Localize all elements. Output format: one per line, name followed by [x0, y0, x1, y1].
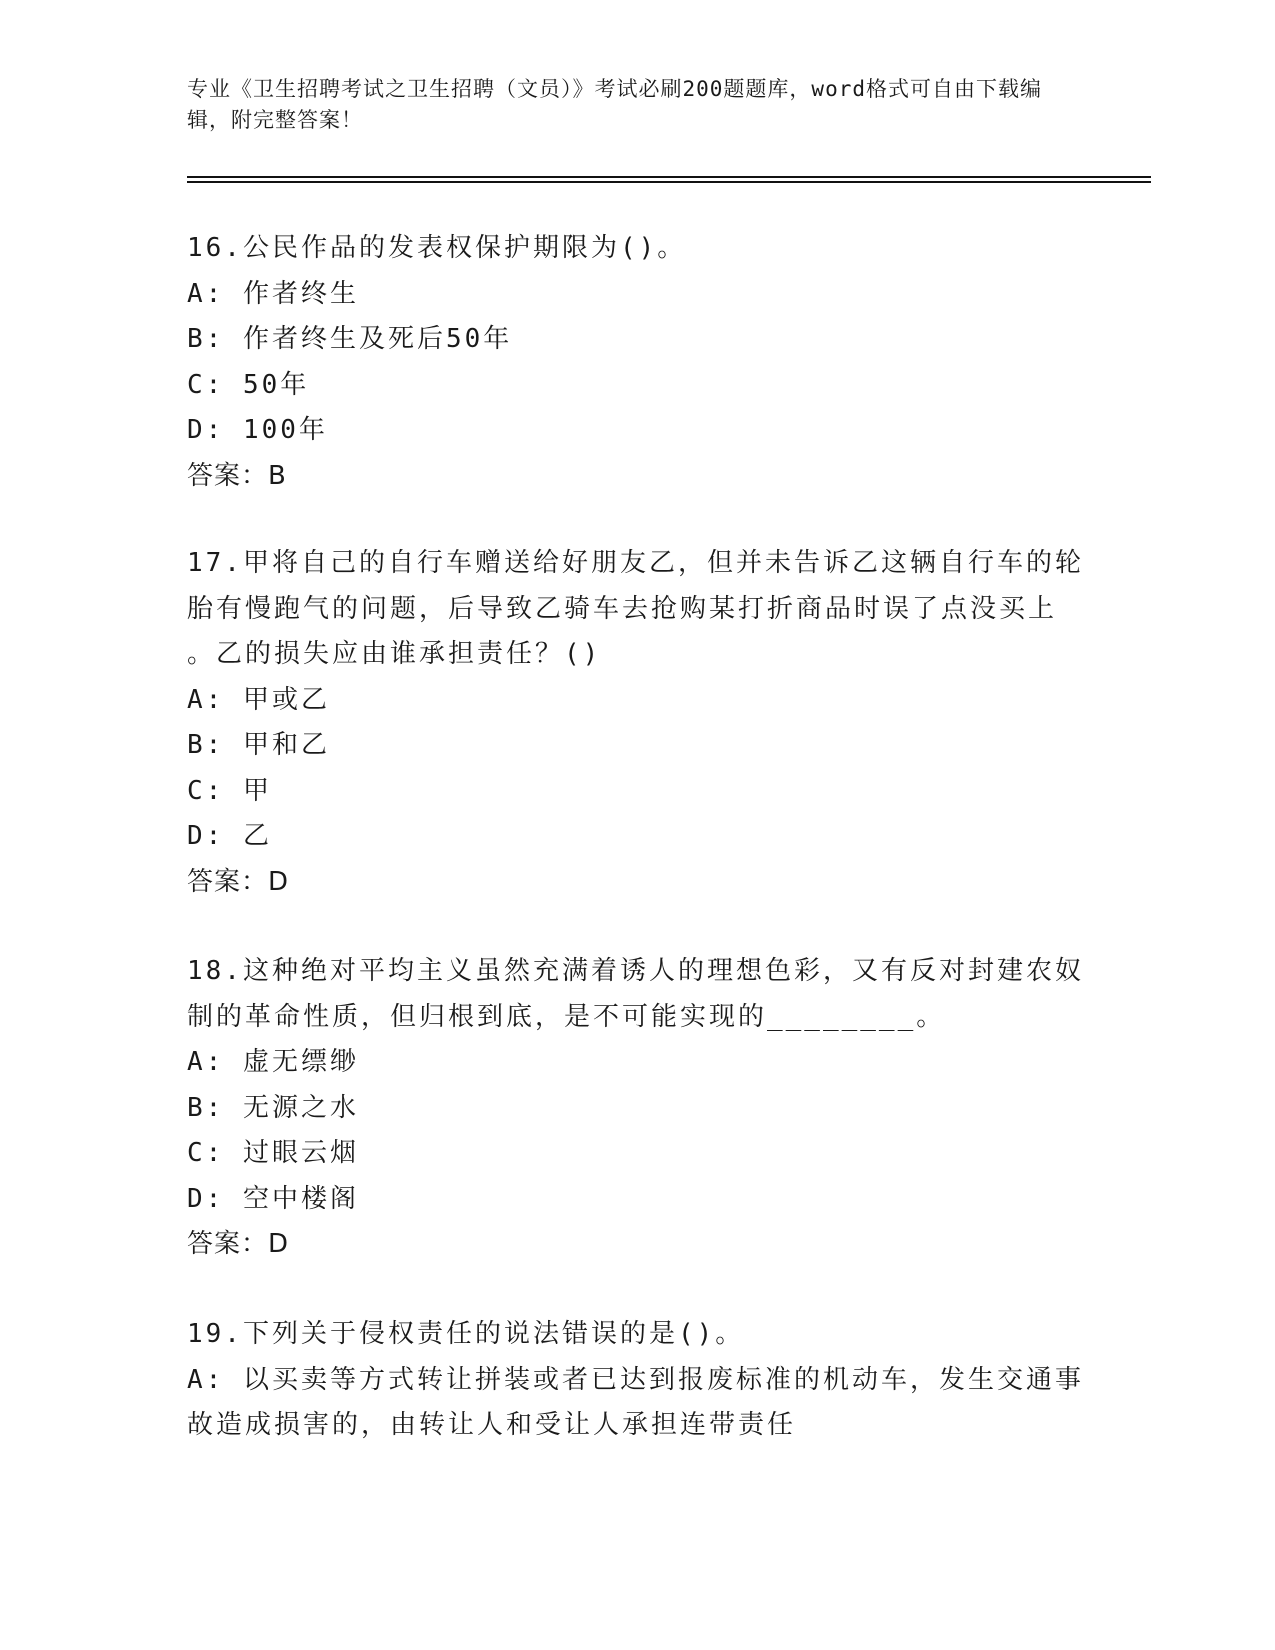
- option-b: B: 甲和乙: [187, 730, 330, 760]
- option-c: C: 甲: [187, 775, 272, 806]
- question-stem-line-2: 胎有慢跑气的问题，后导致乙骑车去抢购某打折商品时误了点没买上: [187, 593, 1058, 624]
- answer: 答案：D: [187, 1229, 290, 1259]
- question-stem: 16.公民作品的发表权保护期限为()。: [187, 233, 687, 263]
- header-divider-top: [187, 176, 1151, 178]
- question-17: [187, 541, 1084, 905]
- question-stem-line-2: 制的革命性质，但归根到底，是不可能实现的________。: [187, 1001, 946, 1032]
- option-a: A: 甲或乙: [187, 684, 330, 715]
- question-stem-line-1: 18.这种绝对平均主义虽然充满着诱人的理想色彩，又有反对封建农奴: [187, 956, 1084, 986]
- option-b: B: 无源之水: [187, 1092, 359, 1123]
- option-c: C: 过眼云烟: [187, 1138, 359, 1168]
- option-d: D: 乙: [187, 821, 272, 851]
- option-a-line-1: A: 以买卖等方式转让拼装或者已达到报废标准的机动车，发生交通事: [187, 1364, 1084, 1395]
- question-16: [187, 226, 1067, 499]
- question-stem-line-3: 。乙的损失应由谁承担责任？(): [187, 639, 602, 669]
- document-header: 专业《卫生招聘考试之卫生招聘（文员）》考试必刷200题题库，word格式可自由下载编辑，附完整答案！: [187, 77, 1042, 132]
- answer: 答案：D: [187, 866, 290, 897]
- question-stem-line-1: 17.甲将自己的自行车赠送给好朋友乙，但并未告诉乙这辆自行车的轮: [187, 548, 1084, 578]
- option-a-line-2: 故造成损害的，由转让人和受让人承担连带责任: [187, 1410, 797, 1440]
- option-d: D: 空中楼阁: [187, 1183, 359, 1214]
- option-b: B: 作者终生及死后50年: [187, 324, 513, 354]
- option-d: D: 100年: [187, 415, 328, 445]
- question-stem: 19.下列关于侵权责任的说法错误的是()。: [187, 1319, 745, 1349]
- header-divider-bottom: [187, 181, 1151, 183]
- option-a: A: 作者终生: [187, 278, 359, 309]
- option-c: C: 50年: [187, 369, 310, 400]
- answer: 答案：B: [187, 460, 287, 491]
- option-a: A: 虚无缥缈: [187, 1047, 359, 1077]
- question-19: [187, 1312, 1084, 1449]
- question-18: [187, 949, 1084, 1268]
